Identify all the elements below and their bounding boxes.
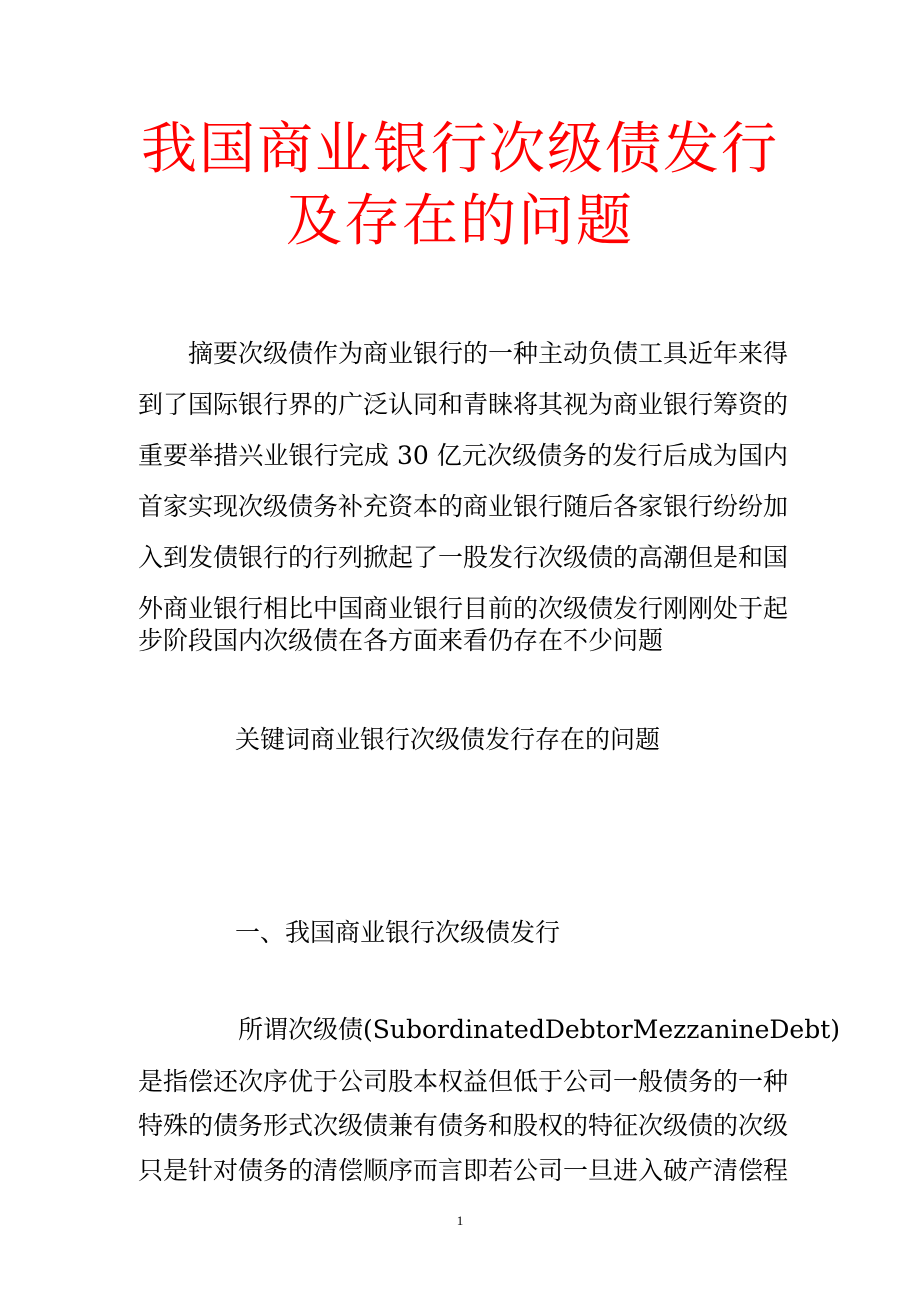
abstract-line: 重要举措兴业银行完成 30 亿元次级债务的发行后成为国内 — [138, 441, 788, 470]
definition-line: 是指偿还次序优于公司股本权益但低于公司一般债务的一种 — [138, 1067, 789, 1096]
keywords: 关键词商业银行次级债发行存在的问题 — [235, 725, 661, 754]
definition-line: 只是针对债务的清偿顺序而言即若公司一旦进入破产清偿程 — [138, 1156, 789, 1185]
definition-line: 特殊的债务形式次级债兼有债务和股权的特征次级债的次级 — [138, 1111, 789, 1140]
document-title-line-2: 及存在的问题 — [286, 189, 634, 254]
abstract-line: 首家实现次级债务补充资本的商业银行随后各家银行纷纷加 — [138, 492, 789, 521]
section-heading: 一、我国商业银行次级债发行 — [235, 918, 561, 947]
abstract-line: 入到发债银行的行列掀起了一股发行次级债的高潮但是和国 — [138, 543, 789, 572]
abstract-line: 步阶段国内次级债在各方面来看仍存在不少问题 — [138, 626, 664, 655]
page-number: 1 — [456, 1213, 464, 1228]
definition-line: 所谓次级债(SubordinatedDebtorMezzanineDebt) — [238, 1015, 841, 1044]
abstract-line: 外商业银行相比中国商业银行目前的次级债发行刚刚处于起 — [138, 594, 789, 623]
abstract-line: 到了国际银行界的广泛认同和青睐将其视为商业银行筹资的 — [138, 390, 789, 419]
abstract-line: 摘要次级债作为商业银行的一种主动负债工具近年来得 — [188, 339, 789, 368]
document-title-line-1: 我国商业银行次级债发行 — [141, 117, 779, 182]
